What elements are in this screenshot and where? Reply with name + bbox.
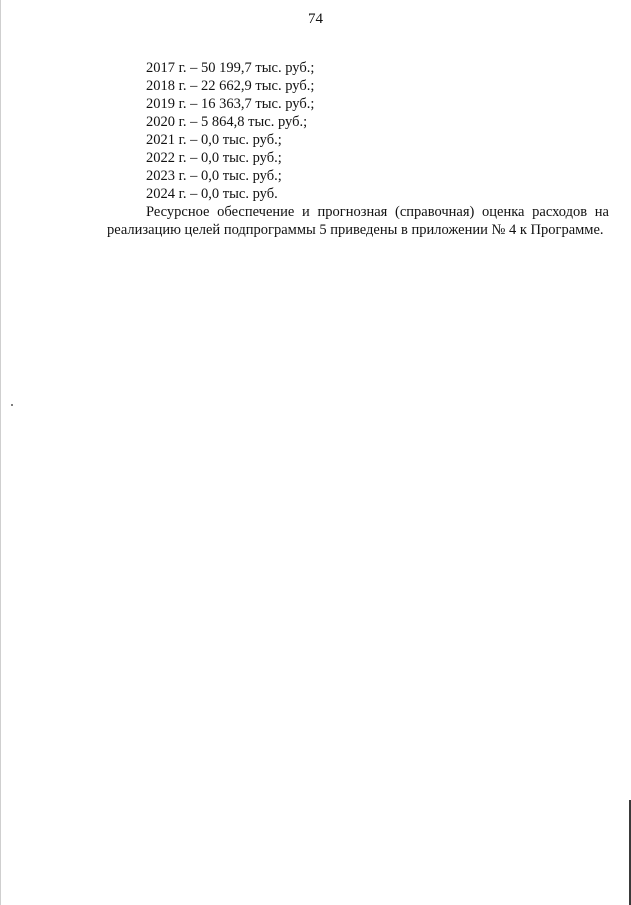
expense-line-2023: 2023 г. – 0,0 тыс. руб.; — [146, 168, 282, 184]
expense-line-2021: 2021 г. – 0,0 тыс. руб.; — [146, 132, 282, 148]
resource-provision-paragraph: Ресурсное обеспечение и прогнозная (справочная) оценка расходов на реализацию целей подпрограммы 5 приведены в приложении № 4 к Программе. — [107, 204, 609, 238]
page-number: 74 — [308, 11, 323, 27]
expense-line-2024: 2024 г. – 0,0 тыс. руб. — [146, 186, 278, 202]
expenses-by-year-list — [146, 59, 314, 203]
scan-speck — [11, 404, 13, 406]
expense-line-2018: 2018 г. – 22 662,9 тыс. руб.; — [146, 78, 315, 94]
expense-line-2019: 2019 г. – 16 363,7 тыс. руб.; — [146, 96, 315, 112]
expense-line-2017: 2017 г. – 50 199,7 тыс. руб.; — [146, 60, 315, 76]
expense-line-2020: 2020 г. – 5 864,8 тыс. руб.; — [146, 114, 308, 130]
expense-line-2022: 2022 г. – 0,0 тыс. руб.; — [146, 150, 282, 166]
scan-left-edge — [0, 0, 1, 905]
